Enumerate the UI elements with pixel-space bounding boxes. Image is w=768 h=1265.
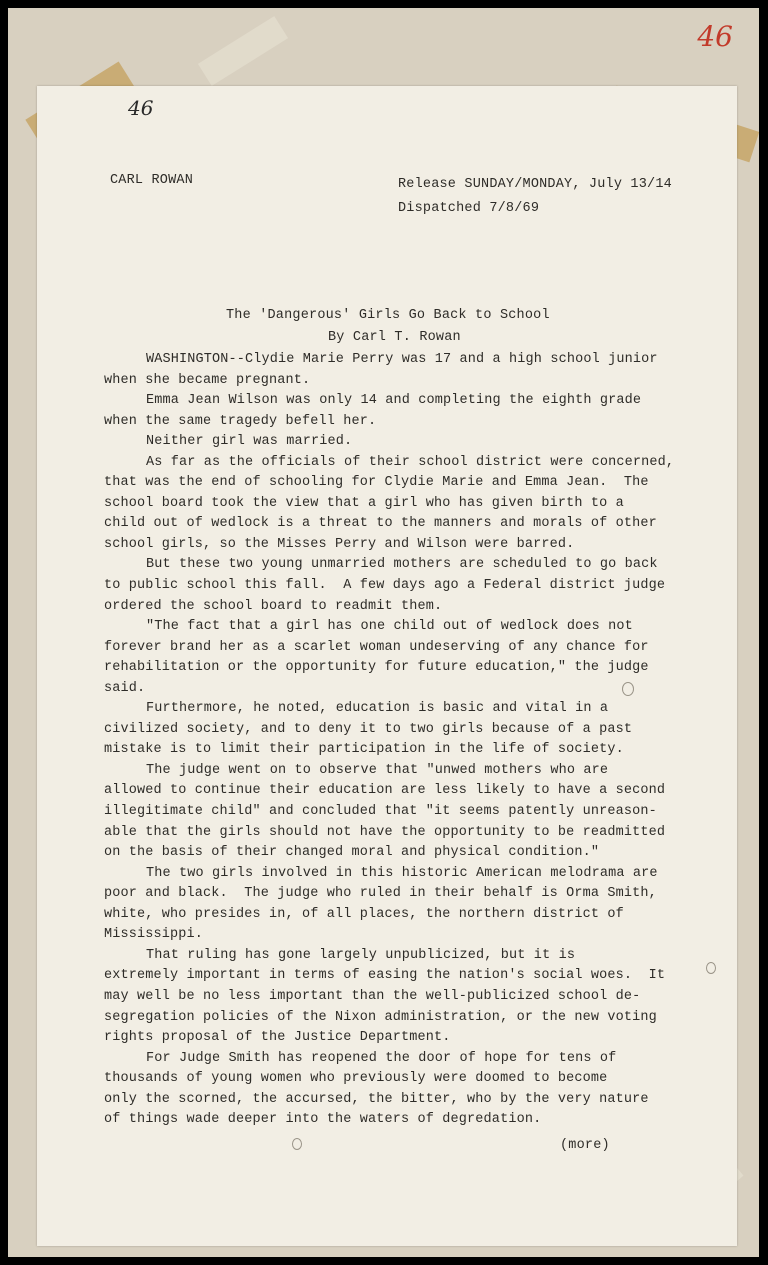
dispatched-date: Dispatched 7/8/69: [398, 201, 540, 216]
body-line: Furthermore, he noted, education is basic and vital in a: [146, 701, 609, 717]
body-line: WASHINGTON--Clydie Marie Perry was 17 and a high school junior: [146, 352, 658, 367]
body-line: child out of wedlock is a threat to the manners and morals of other: [104, 516, 657, 532]
body-line: rehabilitation or the opportunity for future education," the judge: [104, 660, 649, 676]
body-line: poor and black. The judge who ruled in their behalf is Orma Smith,: [104, 886, 657, 902]
body-line: school board took the view that a girl who has given birth to a: [104, 495, 624, 511]
body-line: may well be no less important than the well-publicized school de-: [104, 988, 641, 1004]
body-line: As far as the officials of their school district were concerned,: [146, 454, 675, 470]
body-line: forever brand her as a scarlet woman undeserving of any chance for: [104, 639, 649, 655]
body-line: only the scorned, the accursed, the bitter, who by the very nature: [104, 1091, 649, 1107]
body-line: extremely important in terms of easing the nation's social woes. It: [104, 968, 666, 984]
tape-top-mid: [198, 16, 288, 86]
body-line: Emma Jean Wilson was only 14 and completing the eighth grade: [146, 393, 642, 409]
body-line: "The fact that a girl has one child out of wedlock does not: [146, 619, 633, 635]
body-line: civilized society, and to deny it to two girls because of a past: [104, 721, 633, 737]
body-line: Neither girl was married.: [146, 434, 353, 450]
article-body: [104, 350, 704, 1131]
body-line: said.: [104, 680, 146, 696]
paper-stain-mark: [706, 962, 716, 974]
body-line: But these two young unmarried mothers are scheduled to go back: [146, 557, 658, 573]
body-line: able that the girls should not have the opportunity to be readmitted: [104, 824, 666, 840]
body-line: rights proposal of the Justice Department.: [104, 1030, 451, 1046]
body-line: That ruling has gone largely unpublicized, but it is: [146, 947, 576, 963]
body-line: of things wade deeper into the waters of degredation.: [104, 1112, 542, 1128]
release-date: Release SUNDAY/MONDAY, July 13/14: [398, 177, 672, 192]
body-line: The two girls involved in this historic American melodrama are: [146, 865, 658, 881]
body-line: white, who presides in, of all places, the northern district of: [104, 906, 624, 922]
body-line: allowed to continue their education are less likely to have a second: [104, 783, 666, 799]
body-line: segregation policies of the Nixon administration, or the new voting: [104, 1009, 657, 1025]
article-author: By Carl T. Rowan: [328, 330, 461, 345]
body-line: ordered the school board to readmit them.: [104, 598, 443, 614]
body-line: to public school this fall. A few days ago a Federal district judge: [104, 578, 666, 594]
body-line: on the basis of their changed moral and physical condition.": [104, 845, 600, 861]
body-line: that was the end of schooling for Clydie Marie and Emma Jean. The: [104, 475, 649, 491]
body-line: For Judge Smith has reopened the door of hope for tens of: [146, 1050, 617, 1066]
paper-stain-mark: [622, 682, 634, 696]
body-line: illegitimate child" and concluded that "it seems patently unreason-: [104, 804, 657, 820]
body-line: mistake is to limit their participation in the life of society.: [104, 742, 624, 758]
more-marker: (more): [560, 1138, 610, 1153]
body-line: The judge went on to observe that "unwed mothers who are: [146, 762, 609, 778]
body-line: when the same tragedy befell her.: [104, 413, 377, 429]
corner-page-number: 46: [697, 20, 733, 53]
handwritten-page-number: 46: [128, 96, 154, 120]
paper-stain-mark: [292, 1138, 302, 1150]
article-title: The 'Dangerous' Girls Go Back to School: [226, 308, 550, 323]
body-line: Mississippi.: [104, 927, 204, 943]
body-line: when she became pregnant.: [104, 372, 311, 388]
body-line: thousands of young women who previously were doomed to become: [104, 1071, 608, 1087]
body-line: school girls, so the Misses Perry and Wilson were barred.: [104, 536, 575, 552]
byline: CARL ROWAN: [110, 173, 194, 188]
